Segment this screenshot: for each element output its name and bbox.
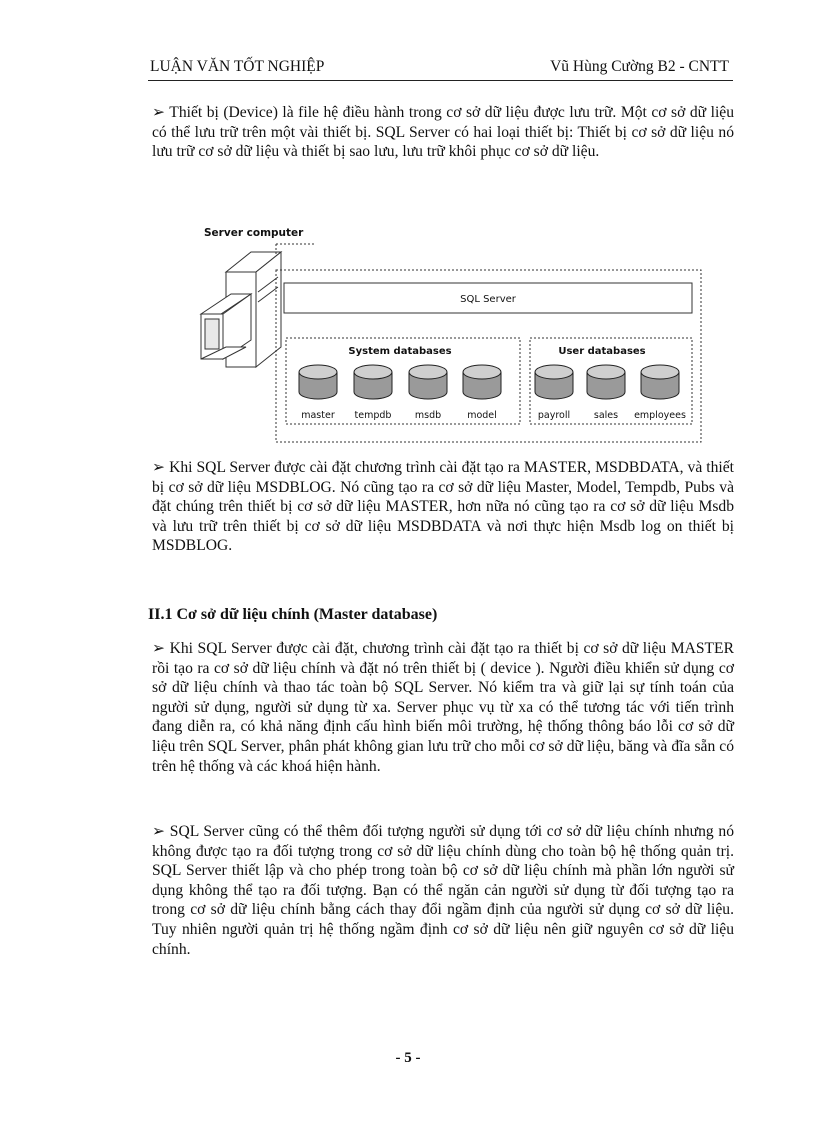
page-number: - 5 - bbox=[395, 1050, 421, 1066]
database-cylinder-model bbox=[463, 365, 501, 421]
user-databases-label: User databases bbox=[558, 346, 646, 357]
database-label: payroll bbox=[537, 410, 571, 421]
page-header bbox=[148, 54, 733, 81]
database-cylinder-sales bbox=[587, 365, 625, 421]
system-databases-label: System databases bbox=[348, 346, 452, 357]
database-label: sales bbox=[593, 410, 619, 421]
paragraph-master-2: ➢ SQL Server cũng có thể thêm đối tượng người sử dụng tới cơ sở dữ liệu chính nhưng nó không được tạo ra đối tượng trong cơ sở dữ liệu chính dùng cho toàn bộ hệ thống quản trị. SQL Server thiết lập và cho phép trong toàn bộ cơ sở dữ liệu chính mà phần lớn người sử dụng không thể tạo ra đối tượng. Bạn có thể ngăn cản người sử dụng từ đối tượng tạo ra trong cơ sở dữ liệu chính bằng cách thay đổi ngầm định của người sử dụng cơ sở dữ liệu. Tuy nhiên người quản trị hệ thống ngầm định cơ sở dữ liệu nên giữ nguyên cơ sở dữ liệu chính. bbox=[152, 823, 734, 958]
database-cylinder-tempdb bbox=[354, 365, 392, 421]
sql-server-architecture-diagram bbox=[196, 222, 706, 452]
server-computer-icon bbox=[201, 252, 281, 367]
paragraph-master-1: ➢ Khi SQL Server được cài đặt, chương trình cài đặt tạo ra thiết bị cơ sở dữ liệu MASTER rồi tạo ra cơ sở dữ liệu chính và đặt nó trên thiết bị ( device ). Người điều khiển sử dụng cơ sở dữ liệu chính và thao tác toàn bộ SQL Server. Nó kiểm tra và giữ lại sự tính toán của người sử dụng, người sử dụng từ xa. Server phục vụ từ xa có thể tương tác với tiến trình đang diễn ra, có khả năng định cấu hình biến môi trường, hệ thống thông báo lỗi cơ sở dữ liệu trên SQL Server, phân phát không gian lưu trữ cho mỗi cơ sở dữ liệu, băng và đĩa sẵn có trên hệ thống và các khoá hiện hành. bbox=[152, 640, 734, 775]
database-label: master bbox=[301, 410, 335, 421]
server-computer-label: Server computer bbox=[204, 227, 304, 239]
header-author: Vũ Hùng Cường B2 - CNTT bbox=[550, 58, 729, 75]
database-cylinder-master bbox=[299, 365, 337, 421]
header-title: LUẬN VĂN TỐT NGHIỆP bbox=[150, 58, 325, 75]
paragraph-install: ➢ Khi SQL Server được cài đặt chương trình cài đặt tạo ra MASTER, MSDBDATA, và thiết bị cơ sở dữ liệu MSDBLOG. Nó cũng tạo ra cơ sở dữ liệu Master, Model, Tempdb, Pubs và đặt chúng trên thiết bị cơ sở dữ liệu MASTER, hơn nữa nó cũng tạo ra cơ sở dữ liệu Msdb và lưu trữ trên thiết bị cơ sở dữ liệu MSDBDATA và nơi thực hiện Msdb log on thiết bị MSDBLOG. bbox=[152, 459, 734, 555]
paragraph-device: ➢ Thiết bị (Device) là file hệ điều hành trong cơ sở dữ liệu được lưu trữ. Một cơ sở dữ liệu có thể lưu trữ trên một vài thiết bị. SQL Server có hai loại thiết bị: Thiết bị cơ sở dữ liệu nó lưu trữ cơ sở dữ liệu và thiết bị sao lưu, lưu trữ khôi phục cơ sở dữ liệu. bbox=[152, 104, 734, 161]
section-heading: II.1 Cơ sở dữ liệu chính (Master database) bbox=[148, 606, 438, 623]
database-label: tempdb bbox=[354, 410, 392, 421]
database-label: employees bbox=[634, 410, 686, 421]
database-cylinder-msdb bbox=[409, 365, 447, 421]
sql-server-label: SQL Server bbox=[460, 294, 516, 305]
database-cylinder-payroll bbox=[535, 365, 573, 421]
database-label: model bbox=[467, 410, 497, 421]
database-label: msdb bbox=[414, 410, 442, 421]
database-cylinder-employees bbox=[634, 365, 686, 421]
